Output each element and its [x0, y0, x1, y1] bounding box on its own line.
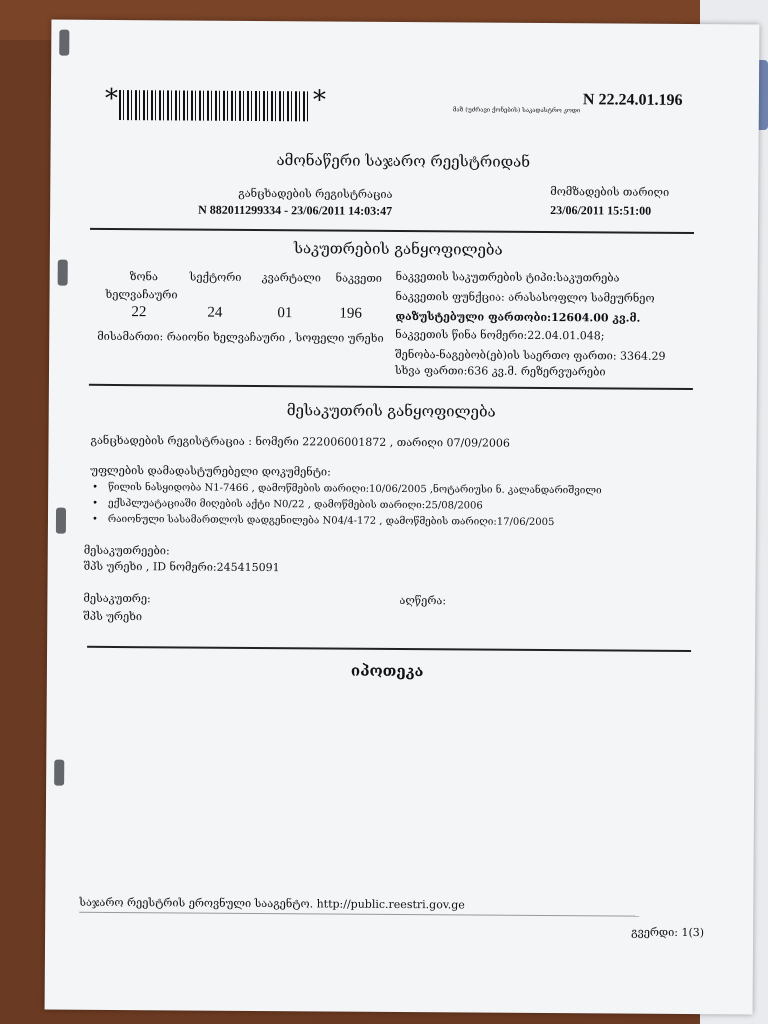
property-prev-number: ნაკვეთის წინა ნომერი:22.04.01.048; [395, 327, 605, 343]
registration-label: განცხადების რეგისტრაცია [238, 186, 393, 201]
owner-value: შპს ურეხი [83, 609, 143, 624]
prepared-label: მომზადების თარიღი [550, 185, 670, 199]
cadastral-code: N 22.24.01.196 [582, 91, 683, 109]
barcode-star-right: * [312, 85, 327, 116]
column-label-plot: ნაკვეთი [335, 271, 383, 285]
barcode-star-left: * [104, 83, 119, 115]
divider [87, 646, 691, 652]
column-label-quarter: კვარტალი [261, 271, 321, 285]
binder-clip-icon [54, 760, 64, 786]
code-caption: მაზ (უძრავი ქონების) საკადასტრო კოდი [452, 106, 581, 115]
divider [89, 384, 693, 390]
documents-title: უფლების დამადასტურებელი დოკუმენტი: [90, 463, 331, 479]
document-item: • ექსპლუატაციაში მიღების აქტი N0/22 , დამოწმების თარიღი:25/08/2006 [92, 498, 483, 512]
document-item: • წილის ნასყიდობა N1-7466 , დამოწმების თარიღი:10/06/2005 ,ნოტარიუსი ნ. კალანდარიშვილი [92, 482, 602, 497]
barcode [119, 90, 309, 121]
owner-registration: განცხადების რეგისტრაცია : ნომერი 222006001872 , თარიღი 07/09/2006 [90, 433, 510, 450]
building-area: შენობა-ნაგებობ(ებ)ის საერთო ფართი: 3364.29 [395, 347, 666, 363]
column-label-sector: სექტორი [189, 270, 242, 284]
quarter-value: 01 [277, 305, 293, 322]
property-section-title: საკუთრების განყოფილება [293, 239, 503, 259]
prepared-value: 23/06/2011 15:51:00 [550, 203, 652, 218]
owner-label: მესაკუთრე: [83, 591, 151, 606]
binder-clip-icon [59, 30, 69, 56]
other-area: სხვა ფართი:636 კვ.მ. რეზერვუარები [394, 363, 606, 379]
owners-label: მესაკუთრეები: [83, 543, 170, 558]
divider [90, 228, 694, 234]
binder-clip-icon [58, 260, 68, 286]
owners-value: შპს ურეხი , ID ნომერი:245415091 [83, 559, 280, 575]
property-area: დაზუსტებული ფართობი:12604.00 კვ.მ. [395, 309, 641, 325]
document-page [45, 20, 760, 1015]
plot-value: 196 [339, 305, 362, 322]
mortgage-section-title: იპოთეკა [350, 661, 424, 681]
registration-value: N 882011299334 - 23/06/2011 14:03:47 [198, 202, 393, 218]
property-address: მისამართი: რაიონი ხელვაჩაური , სოფელი ურეხი [97, 329, 384, 345]
document-item: • რაიონული სასამართლოს დადგენილება N04/4-172 , დამოწმების თარიღი:17/06/2005 [92, 514, 555, 528]
property-function: ნაკვეთის ფუნქცია: არასასოფლო სამეურნეო [395, 289, 655, 305]
property-type: ნაკვეთის საკუთრების ტიპი:საკუთრება [395, 269, 620, 285]
sector-value: 24 [207, 304, 223, 321]
binder-clip-icon [56, 508, 66, 534]
page-number: გვერდი: 1(3) [631, 925, 705, 940]
owner-section-title: მესაკუთრის განყოფილება [286, 401, 496, 421]
description-label: აღწერა: [399, 593, 447, 608]
footer-agency: საჯარო რეესტრის ეროვნული სააგენტო. http://public.reestri.gov.ge [79, 895, 465, 912]
document-title: ამონაწერი საჯარო რეესტრიდან [276, 151, 531, 171]
column-label-zone: ზონა [129, 270, 158, 284]
zone-value: 22 [131, 304, 147, 321]
footer-rule [79, 912, 639, 917]
zone-name: ხელვაჩაური [105, 287, 178, 302]
